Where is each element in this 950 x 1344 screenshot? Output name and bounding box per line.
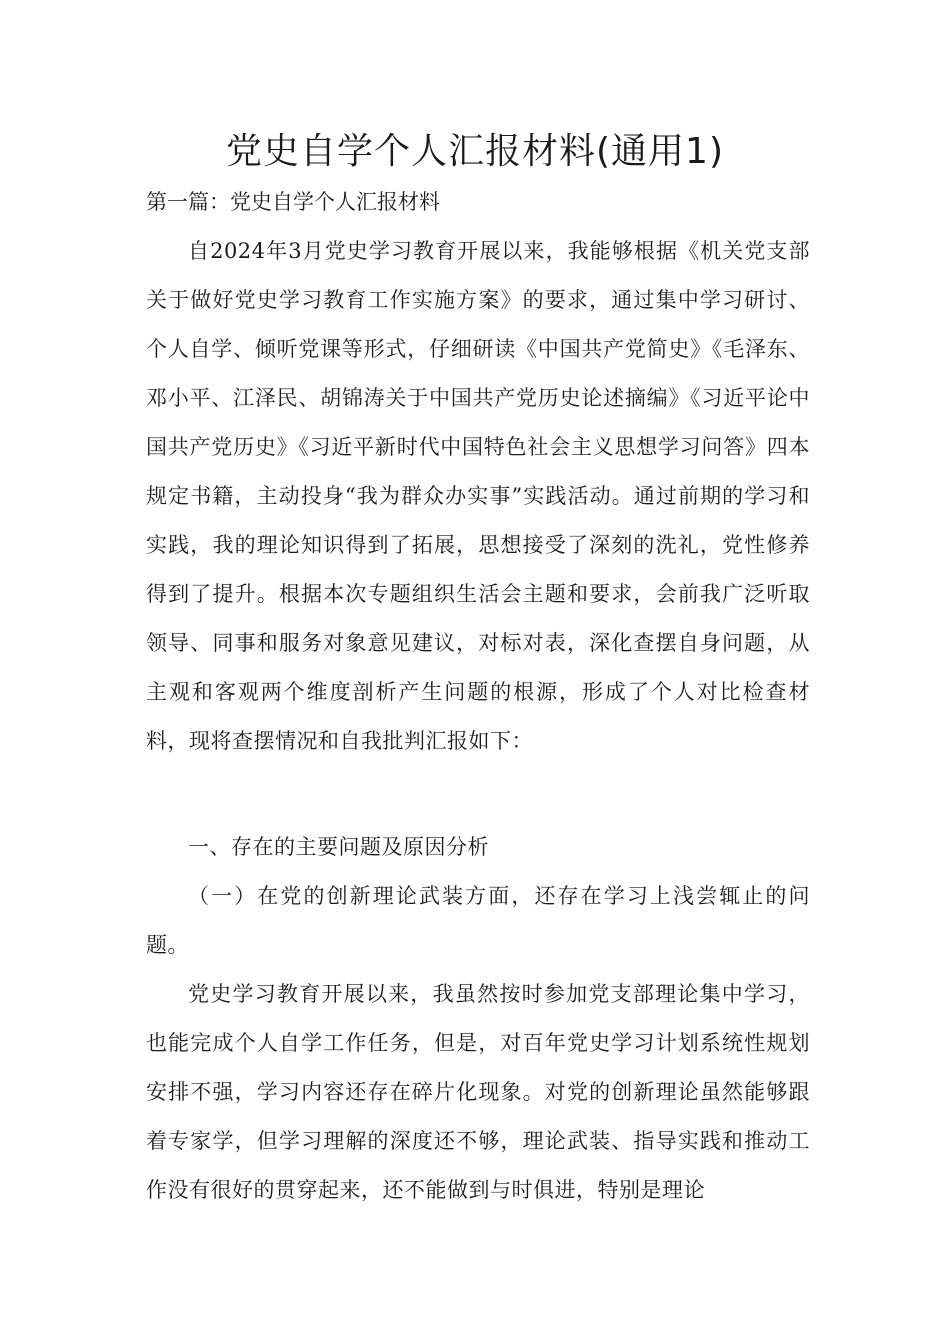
- document-title: 党史自学个人汇报材料(通用1): [226, 131, 724, 172]
- paragraph-intro: 自2024年3月党史学习教育开展以来，我能够根据《机关党支部关于做好党史学习教育工作实施方案》的要求，通过集中学习研讨、个人自学、倾听党课等形式，仔细研读《中国共产党简史》《毛泽东、邓小平、江泽民、胡锦涛关于中国共产党历史论述摘编》《习近平论中国共产党历史》《习近平新时代中国特色社会主义思想学习问答》四本规定书籍，主动投身“我为群众办实事”实践活动。通过前期的学习和实践，我的理论知识得到了拓展，思想接受了深刻的洗礼，党性修养得到了提升。根据本次专题组织生活会主题和要求，会前我广泛听取领导、同事和服务对象意见建议，对标对表，深化查摆自身问题，从主观和客观两个维度剖析产生问题的根源，形成了个人对比检查材料，现将查摆情况和自我批判汇报如下：: [146, 239, 810, 753]
- subsection-heading: （一）在党的创新理论武装方面，还存在学习上浅尝辄止的问题。: [146, 884, 810, 957]
- document-subtitle: 第一篇：党史自学个人汇报材料: [146, 190, 440, 214]
- section-heading: 一、存在的主要问题及原因分析: [188, 835, 489, 859]
- paragraph-body: 党史学习教育开展以来，我虽然按时参加党支部理论集中学习，也能完成个人自学工作任务，但是，对百年党史学习计划系统性规划安排不强，学习内容还存在碎片化现象。对党的创新理论虽然能够跟着专家学，但学习理解的深度还不够，理论武装、指导实践和推动工作没有很好的贯穿起来，还不能做到与时俱进，特别是理论: [146, 982, 810, 1202]
